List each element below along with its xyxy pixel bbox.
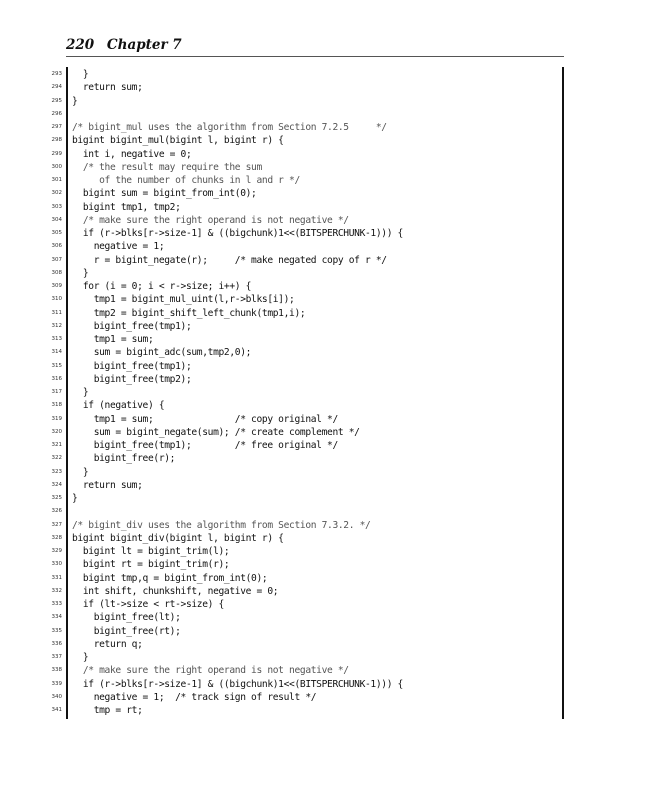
line-number: 323: [51, 468, 62, 475]
line-number: 298: [51, 137, 62, 144]
code-line: [0, 638, 649, 651]
code-line: [0, 466, 649, 479]
code-line: [0, 95, 649, 108]
line-number: 314: [51, 349, 62, 356]
code-text: bigint sum = bigint_from_int(0);: [72, 188, 257, 200]
line-number: 337: [51, 654, 62, 660]
code-text: if (lt->size < rt->size) {: [72, 599, 224, 610]
code-line: [0, 545, 649, 558]
header-rule: [66, 56, 564, 57]
code-line: [0, 320, 649, 333]
line-number: 333: [51, 601, 62, 607]
code-line: [0, 439, 649, 452]
code-line: [0, 161, 649, 174]
code-line: [0, 254, 649, 267]
code-line: [0, 413, 649, 426]
code-line: [0, 346, 649, 359]
line-number: 332: [51, 587, 62, 594]
code-text: bigint rt = bigint_trim(r);: [72, 559, 230, 571]
code-line: [0, 148, 649, 161]
code-line: [0, 519, 649, 532]
line-number: 309: [51, 283, 62, 289]
line-number: 320: [51, 428, 62, 435]
code-comment: /* make sure the right operand is not negative */: [72, 665, 349, 677]
line-number: 302: [51, 190, 62, 197]
code-text: if (negative) {: [72, 400, 165, 412]
page-header: [66, 37, 182, 53]
line-number: 319: [51, 415, 62, 422]
code-line: [0, 187, 649, 200]
code-line: [0, 121, 649, 134]
code-text: negative = 1; /* track sign of result */: [72, 691, 317, 703]
code-line: [0, 704, 649, 717]
code-line: [0, 267, 649, 280]
code-text: bigint tmp1, tmp2;: [72, 201, 181, 213]
code-line: [0, 479, 649, 492]
code-text: sum = bigint_adc(sum,tmp2,0);: [72, 347, 252, 359]
line-number: 304: [51, 216, 62, 223]
code-line: [0, 214, 649, 227]
code-line: [0, 174, 649, 187]
code-text: bigint_free(tmp2);: [72, 373, 192, 385]
code-line: [0, 426, 649, 439]
code-text: }: [72, 466, 89, 478]
line-number: 321: [51, 442, 62, 448]
line-number: 329: [51, 548, 62, 554]
line-number: 300: [51, 163, 62, 170]
line-number: 305: [51, 230, 62, 236]
code-text: }: [72, 652, 89, 663]
code-text: int shift, chunkshift, negative = 0;: [72, 585, 279, 597]
line-number: 306: [51, 243, 62, 250]
line-number: 338: [51, 667, 62, 674]
line-number: 310: [51, 296, 62, 303]
line-number: 307: [51, 256, 62, 263]
line-number: 334: [51, 614, 62, 621]
code-line: [0, 492, 649, 505]
line-number: 317: [51, 389, 62, 395]
chapter-title: Chapter 7: [106, 37, 182, 53]
code-line: [0, 572, 649, 585]
code-line: [0, 227, 649, 240]
code-comment: /* make sure the right operand is not negative */: [72, 214, 349, 226]
line-number: 316: [51, 375, 62, 382]
code-line: [0, 333, 649, 346]
line-number: 293: [51, 71, 62, 77]
code-text: if (r->blks[r->size-1] & ((bigchunk)1<<(BITSPERCHUNK-1))) {: [72, 228, 403, 239]
code-text: bigint_free(tmp1);: [72, 360, 192, 372]
code-text: }: [72, 387, 89, 398]
line-number: 340: [51, 693, 62, 700]
code-line: [0, 611, 649, 624]
code-text: tmp1 = sum; /* copy original */: [72, 413, 338, 425]
line-number: 308: [51, 269, 62, 276]
line-number: 331: [51, 574, 62, 581]
line-number: 311: [51, 309, 62, 316]
code-text: bigint bigint_mul(bigint l, bigint r) {: [72, 135, 284, 147]
line-number: 318: [51, 402, 62, 409]
code-text: }: [72, 95, 78, 107]
code-line: [0, 201, 649, 214]
code-line: [0, 280, 649, 293]
code-comment: /* bigint_div uses the algorithm from Section 7.3.2. */: [72, 519, 371, 531]
code-text: }: [72, 493, 78, 504]
page-number: 220: [66, 37, 95, 53]
code-text: bigint_free(tmp1); /* free original */: [72, 440, 338, 451]
line-number: 336: [51, 640, 62, 647]
code-comment: /* the result may require the sum: [72, 161, 262, 173]
code-text: int i, negative = 0;: [72, 148, 192, 160]
code-line: [0, 386, 649, 399]
code-text: tmp = rt;: [72, 705, 143, 716]
code-line: [0, 307, 649, 320]
line-number: 313: [51, 336, 62, 342]
line-number: 301: [51, 177, 62, 183]
code-text: bigint_free(tmp1);: [72, 320, 192, 332]
line-number: 312: [51, 322, 62, 329]
line-number: 327: [51, 521, 62, 528]
code-text: r = bigint_negate(r); /* make negated copy of r */: [72, 254, 387, 266]
code-line: [0, 678, 649, 691]
code-text: negative = 1;: [72, 241, 165, 253]
line-number: 335: [51, 627, 62, 634]
code-line: [0, 664, 649, 677]
code-line: [0, 81, 649, 94]
code-text: bigint tmp,q = bigint_from_int(0);: [72, 572, 268, 584]
code-text: tmp1 = sum;: [72, 334, 154, 345]
line-number: 324: [51, 481, 62, 488]
code-line: [0, 293, 649, 306]
line-number: 328: [51, 534, 62, 541]
code-line: [0, 532, 649, 545]
code-text: bigint_free(rt);: [72, 625, 181, 637]
line-number: 303: [51, 203, 62, 210]
code-line: [0, 505, 649, 518]
code-text: if (r->blks[r->size-1] & ((bigchunk)1<<(BITSPERCHUNK-1))) {: [72, 678, 403, 690]
line-number: 325: [51, 495, 62, 501]
code-text: tmp2 = bigint_shift_left_chunk(tmp1,i);: [72, 307, 306, 319]
line-number: 330: [51, 561, 62, 568]
code-text: bigint lt = bigint_trim(l);: [72, 546, 230, 557]
code-line: [0, 373, 649, 386]
line-number: 322: [51, 455, 62, 462]
line-number: 326: [51, 508, 62, 515]
line-number: 294: [51, 84, 62, 91]
code-line: [0, 625, 649, 638]
code-text: }: [72, 69, 89, 80]
line-number: 299: [51, 150, 62, 157]
code-line: [0, 598, 649, 611]
code-text: bigint bigint_div(bigint l, bigint r) {: [72, 532, 284, 544]
code-text: return q;: [72, 638, 143, 650]
line-number: 296: [51, 110, 62, 117]
code-text: }: [72, 267, 89, 279]
code-comment: of the number of chunks in l and r */: [72, 175, 300, 186]
code-line: [0, 360, 649, 373]
code-text: sum = bigint_negate(sum); /* create complement */: [72, 426, 360, 438]
code-listing: [0, 68, 649, 717]
code-line: [0, 108, 649, 121]
code-line: [0, 651, 649, 664]
code-line: [0, 558, 649, 571]
code-text: bigint_free(r);: [72, 453, 176, 465]
code-line: [0, 68, 649, 81]
line-number: 295: [51, 97, 62, 104]
code-line: [0, 691, 649, 704]
code-comment: /* bigint_mul uses the algorithm from Section 7.2.5 */: [72, 122, 387, 133]
line-number: 315: [51, 362, 62, 369]
code-text: return sum;: [72, 82, 143, 94]
code-line: [0, 134, 649, 147]
code-text: bigint_free(lt);: [72, 612, 181, 624]
code-line: [0, 452, 649, 465]
line-number: 297: [51, 124, 62, 130]
code-line: [0, 240, 649, 253]
code-text: tmp1 = bigint_mul_uint(l,r->blks[i]);: [72, 294, 295, 306]
code-text: for (i = 0; i < r->size; i++) {: [72, 281, 252, 292]
line-number: 341: [51, 707, 62, 713]
line-number: 339: [51, 680, 62, 687]
code-line: [0, 399, 649, 412]
code-text: return sum;: [72, 479, 143, 491]
code-line: [0, 585, 649, 598]
